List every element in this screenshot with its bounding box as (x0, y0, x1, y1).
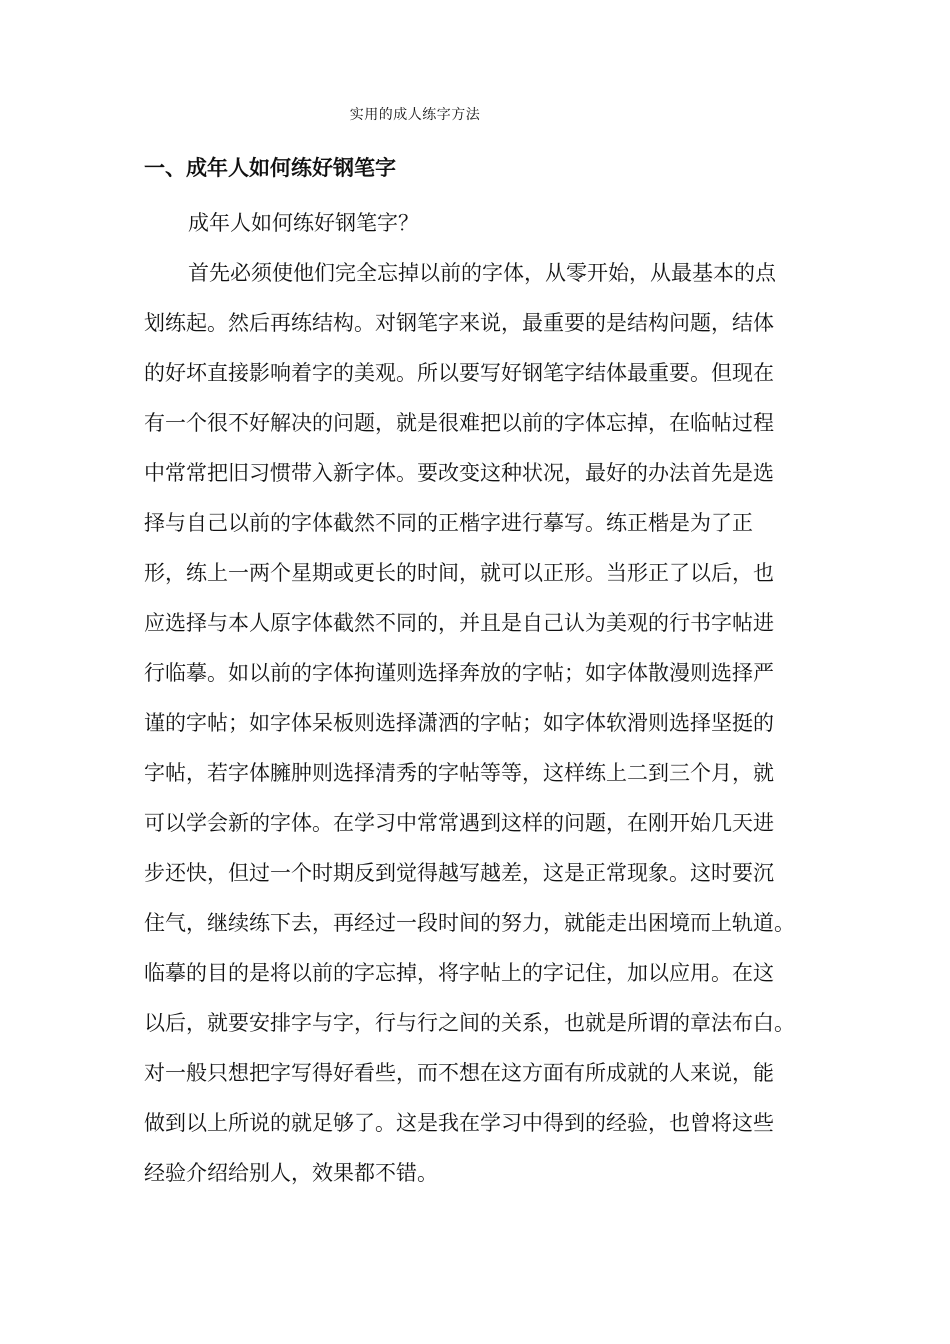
text-line: 对一般只想把字写得好看些，而不想在这方面有所成就的人来说，能 (144, 1061, 774, 1085)
text-line: 字帖，若字体臃肿则选择清秀的字帖等等，这样练上二到三个月，就 (144, 761, 774, 785)
body-text (144, 198, 820, 1198)
section-heading: 一、成年人如何练好钢笔字 (144, 156, 396, 180)
paragraph-question (144, 198, 820, 248)
text-line: 有一个很不好解决的问题，就是很难把以前的字体忘掉，在临帖过程 (144, 411, 774, 435)
text-line: 谨的字帖；如字体呆板则选择潇洒的字帖；如字体软滑则选择坚挺的 (144, 711, 774, 735)
paragraph-main (144, 248, 820, 1198)
text-line: 成年人如何练好钢笔字？ (188, 211, 419, 235)
text-line: 中常常把旧习惯带入新字体。要改变这种状况，最好的办法首先是选 (144, 461, 774, 485)
document-title: 实用的成人练字方法 (349, 107, 481, 123)
text-line: 经验介绍给别人，效果都不错。 (144, 1161, 438, 1185)
text-line: 的好坏直接影响着字的美观。所以要写好钢笔字结体最重要。但现在 (144, 361, 774, 385)
text-line: 做到以上所说的就足够了。这是我在学习中得到的经验，也曾将这些 (144, 1111, 774, 1135)
text-line: 应选择与本人原字体截然不同的，并且是自己认为美观的行书字帖进 (144, 611, 774, 635)
text-line: 步还快，但过一个时期反到觉得越写越差，这是正常现象。这时要沉 (144, 861, 774, 885)
text-line: 以后，就要安排字与字，行与行之间的关系，也就是所谓的章法布白。 (144, 1011, 795, 1035)
text-line: 住气，继续练下去，再经过一段时间的努力，就能走出困境而上轨道。 (144, 911, 795, 935)
text-line: 首先必须使他们完全忘掉以前的字体，从零开始，从最基本的点 (188, 261, 776, 285)
text-line: 行临摹。如以前的字体拘谨则选择奔放的字帖；如字体散漫则选择严 (144, 661, 774, 685)
text-line: 形，练上一两个星期或更长的时间，就可以正形。当形正了以后，也 (144, 561, 774, 585)
text-line: 划练起。然后再练结构。对钢笔字来说，最重要的是结构问题，结体 (144, 311, 774, 335)
text-line: 临摹的目的是将以前的字忘掉，将字帖上的字记住，加以应用。在这 (144, 961, 774, 985)
text-line: 可以学会新的字体。在学习中常常遇到这样的问题，在刚开始几天进 (144, 811, 774, 835)
text-line: 择与自己以前的字体截然不同的正楷字进行摹写。练正楷是为了正 (144, 511, 753, 535)
